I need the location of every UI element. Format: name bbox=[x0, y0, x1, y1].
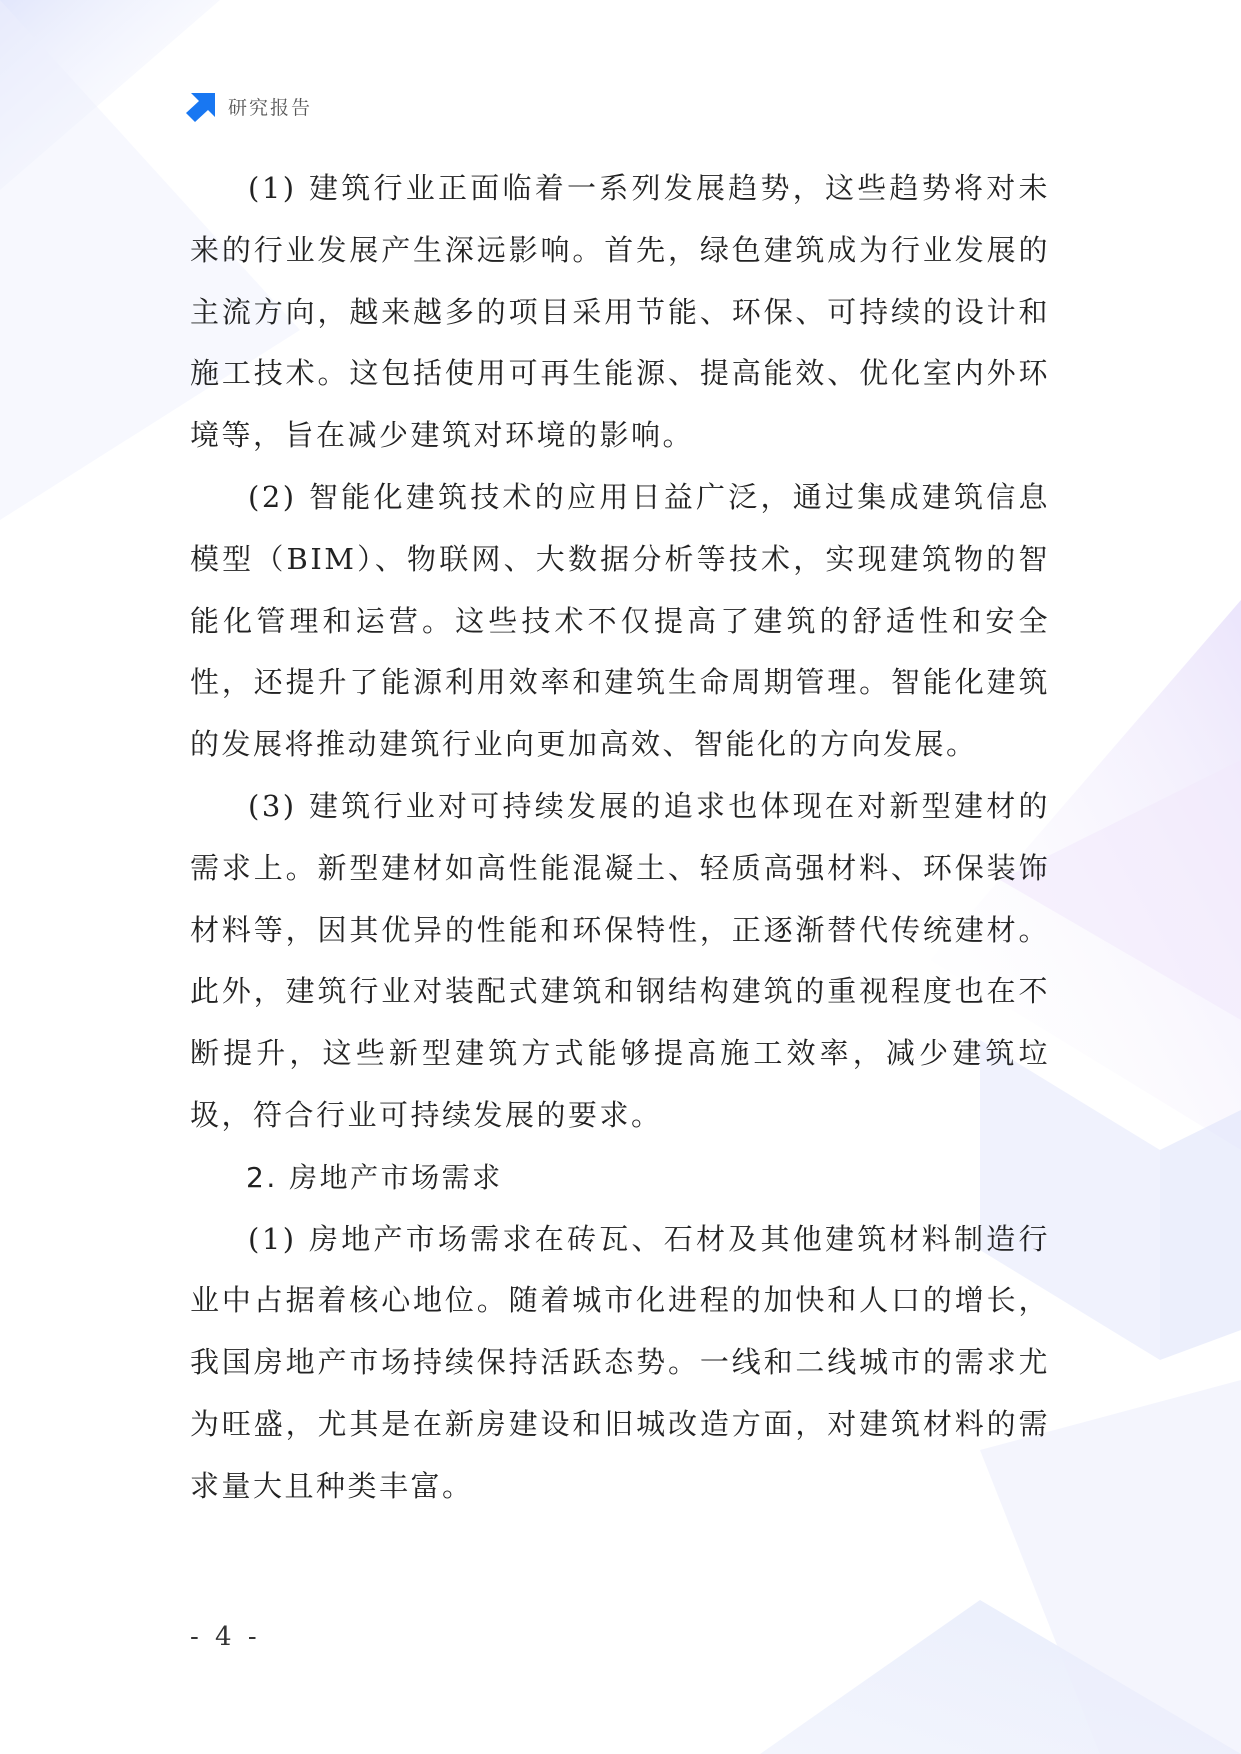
report-header bbox=[186, 90, 312, 122]
header-title: 研究报告 bbox=[228, 96, 313, 119]
paragraph: (2) 智能化建筑技术的应用日益广泛，通过集成建筑信息模型（BIM）、物联网、大数据分析等技术，实现建筑物的智能化管理和运营。这些技术不仅提高了建筑的舒适性和安全性，还提升了能源利用效率和建筑生命周期管理。智能化建筑的发展将推动建筑行业向更加高效、智能化的方向发展。 bbox=[190, 479, 1050, 762]
page-number: - 4 - bbox=[190, 1622, 261, 1652]
paragraph: (1) 房地产市场需求在砖瓦、石材及其他建筑材料制造行业中占据着核心地位。随着城市化进程的加快和人口的增长，我国房地产市场持续保持活跃态势。一线和二线城市的需求尤为旺盛，尤其是在新房建设和旧城改造方面，对建筑材料的需求量大且种类丰富。 bbox=[190, 1221, 1050, 1503]
arrow-up-right-icon bbox=[186, 90, 218, 122]
paragraph: (3) 建筑行业对可持续发展的追求也体现在对新型建材的需求上。新型建材如高性能混凝土、轻质高强材料、环保装饰材料等，因其优异的性能和环保特性，正逐渐替代传统建材。此外，建筑行业对装配式建筑和钢结构建筑的重视程度也在不断提升，这些新型建筑方式能够提高施工效率，减少建筑垃圾，符合行业可持续发展的要求。 bbox=[190, 788, 1050, 1132]
paragraph: (1) 建筑行业正面临着一系列发展趋势，这些趋势将对未来的行业发展产生深远影响。首先，绿色建筑成为行业发展的主流方向，越来越多的项目采用节能、环保、可持续的设计和施工技术。这包括使用可再生能源、提高能效、优化室内外环境等，旨在减少建筑对环境的影响。 bbox=[190, 171, 1050, 453]
section-heading: 2. 房地产市场需求 bbox=[246, 1160, 503, 1194]
document-body bbox=[190, 158, 1050, 1518]
